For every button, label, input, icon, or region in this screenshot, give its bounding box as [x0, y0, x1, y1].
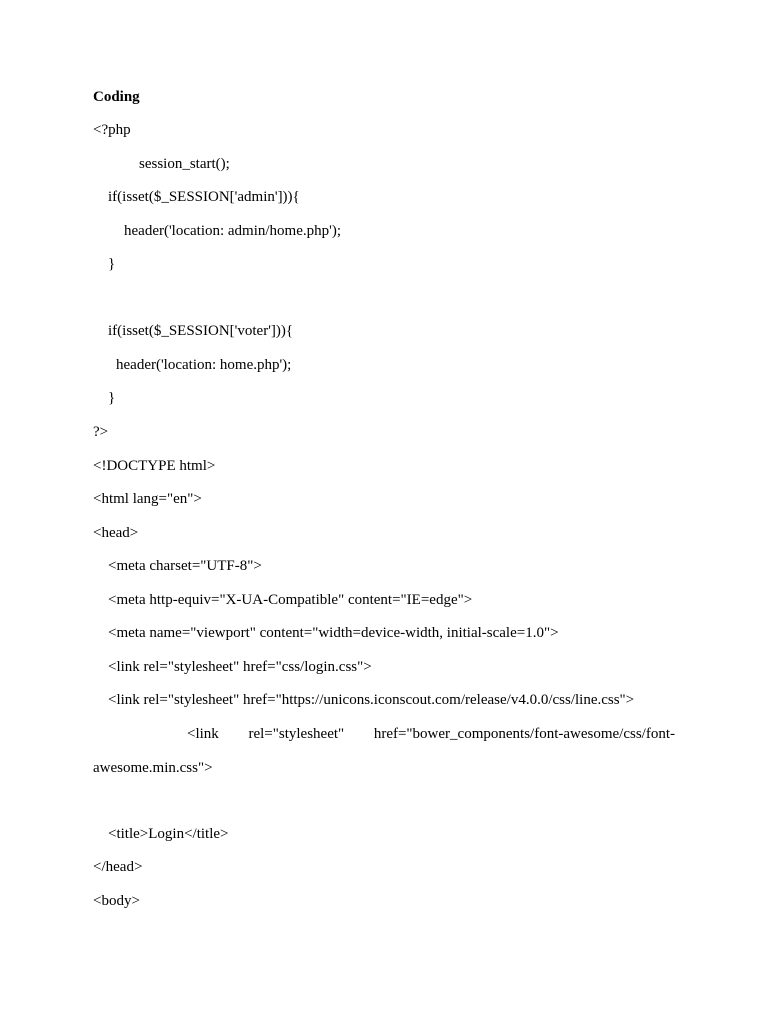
code-line: <html lang="en"> — [93, 491, 202, 507]
code-line: <title>Login</title> — [108, 826, 229, 842]
code-line: header('location: admin/home.php'); — [124, 223, 342, 239]
code-line: <!DOCTYPE html> — [93, 458, 216, 474]
code-line: header('location: home.php'); — [116, 357, 292, 373]
code-line: <meta charset="UTF-8"> — [108, 558, 262, 574]
code-line: <meta http-equiv="X-UA-Compatible" content="IE=edge"> — [108, 592, 473, 608]
code-fragment: rel="stylesheet" — [248, 726, 345, 742]
code-line: ?> — [93, 424, 109, 440]
code-line: if(isset($_SESSION['voter'])){ — [108, 323, 294, 339]
code-fragment: <link — [187, 726, 219, 742]
code-line: } — [108, 256, 116, 272]
code-line: if(isset($_SESSION['admin'])){ — [108, 189, 300, 205]
code-line: session_start(); — [139, 156, 230, 172]
code-line: <body> — [93, 893, 140, 909]
justified-code-line — [93, 725, 675, 743]
code-line: </head> — [93, 859, 143, 875]
code-fragment: href="bower_components/font-awesome/css/font- — [373, 726, 675, 742]
code-line: <head> — [93, 525, 139, 541]
code-line: <meta name="viewport" content="width=device-width, initial-scale=1.0"> — [108, 625, 559, 641]
code-line: <?php — [93, 122, 131, 138]
code-line: } — [108, 390, 116, 406]
code-line-continuation: awesome.min.css"> — [93, 760, 213, 776]
code-line: <link rel="stylesheet" href="https://unicons.iconscout.com/release/v4.0.0/css/line.css"> — [108, 692, 635, 708]
section-heading: Coding — [93, 89, 140, 105]
code-line: <link rel="stylesheet" href="css/login.css"> — [108, 659, 372, 675]
